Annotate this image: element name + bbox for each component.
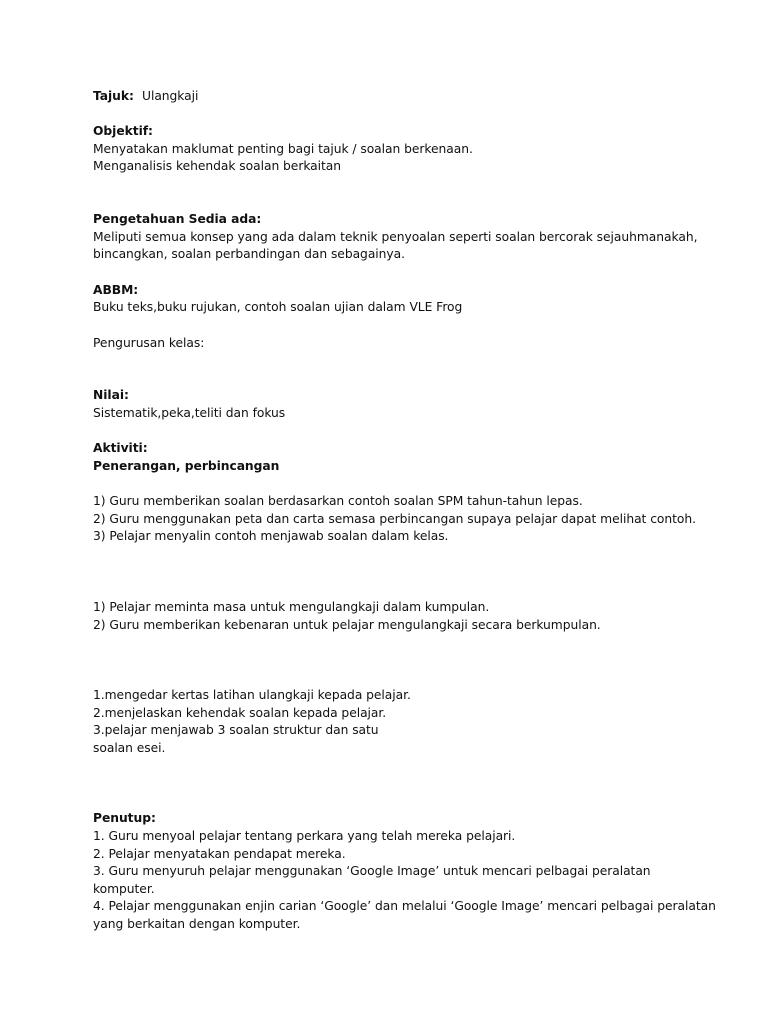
penutup-line: 1. Guru menyoal pelajar tentang perkara yang telah mereka pelajari. xyxy=(93,829,516,843)
pengetahuan-heading: Pengetahuan Sedia ada: xyxy=(93,212,262,226)
aktiviti-item: 2) Guru memberikan kebenaran untuk pelajar mengulangkaji secara berkumpulan. xyxy=(93,618,601,632)
nilai-heading: Nilai: xyxy=(93,388,129,402)
aktiviti-item: 2) Guru menggunakan peta dan carta semasa perbincangan supaya pelajar dapat melihat contoh. xyxy=(93,512,696,526)
title-value: Ulangkaji xyxy=(142,89,199,103)
penutup-line: komputer. xyxy=(93,882,155,896)
title-label: Tajuk: xyxy=(93,89,134,103)
aktiviti-item: soalan esei. xyxy=(93,741,166,755)
abbm-line: Buku teks,buku rujukan, contoh soalan ujian dalam VLE Frog xyxy=(93,300,463,314)
aktiviti-item: 2.menjelaskan kehendak soalan kepada pelajar. xyxy=(93,706,387,720)
objektif-heading: Objektif: xyxy=(93,124,153,138)
pengurusan-heading: Pengurusan kelas: xyxy=(93,336,205,350)
penutup-line: yang berkaitan dengan komputer. xyxy=(93,917,301,931)
objektif-line: Menyatakan maklumat penting bagi tajuk / soalan berkenaan. xyxy=(93,142,473,156)
title-line xyxy=(93,88,198,106)
pengetahuan-line: bincangkan, soalan perbandingan dan sebagainya. xyxy=(93,247,405,261)
aktiviti-item: 1) Guru memberikan soalan berdasarkan contoh soalan SPM tahun-tahun lepas. xyxy=(93,494,583,508)
abbm-heading: ABBM: xyxy=(93,283,139,297)
pengetahuan-line: Meliputi semua konsep yang ada dalam teknik penyoalan seperti soalan bercorak sejauhmanakah, xyxy=(93,230,698,244)
penutup-line: 3. Guru menyuruh pelajar menggunakan ‘Google Image’ untuk mencari pelbagai peralatan xyxy=(93,864,651,878)
objektif-line: Menganalisis kehendak soalan berkaitan xyxy=(93,159,342,173)
aktiviti-subheading: Penerangan, perbincangan xyxy=(93,459,280,473)
penutup-heading: Penutup: xyxy=(93,811,156,825)
penutup-line: 2. Pelajar menyatakan pendapat mereka. xyxy=(93,847,346,861)
nilai-line: Sistematik,peka,teliti dan fokus xyxy=(93,406,286,420)
aktiviti-heading: Aktiviti: xyxy=(93,441,148,455)
penutup-line: 4. Pelajar menggunakan enjin carian ‘Google’ dan melalui ‘Google Image’ mencari pelbagai peralatan xyxy=(93,899,716,913)
aktiviti-item: 1.mengedar kertas latihan ulangkaji kepada pelajar. xyxy=(93,688,411,702)
aktiviti-item: 1) Pelajar meminta masa untuk mengulangkaji dalam kumpulan. xyxy=(93,600,490,614)
aktiviti-item: 3) Pelajar menyalin contoh menjawab soalan dalam kelas. xyxy=(93,529,449,543)
aktiviti-item: 3.pelajar menjawab 3 soalan struktur dan satu xyxy=(93,723,379,737)
